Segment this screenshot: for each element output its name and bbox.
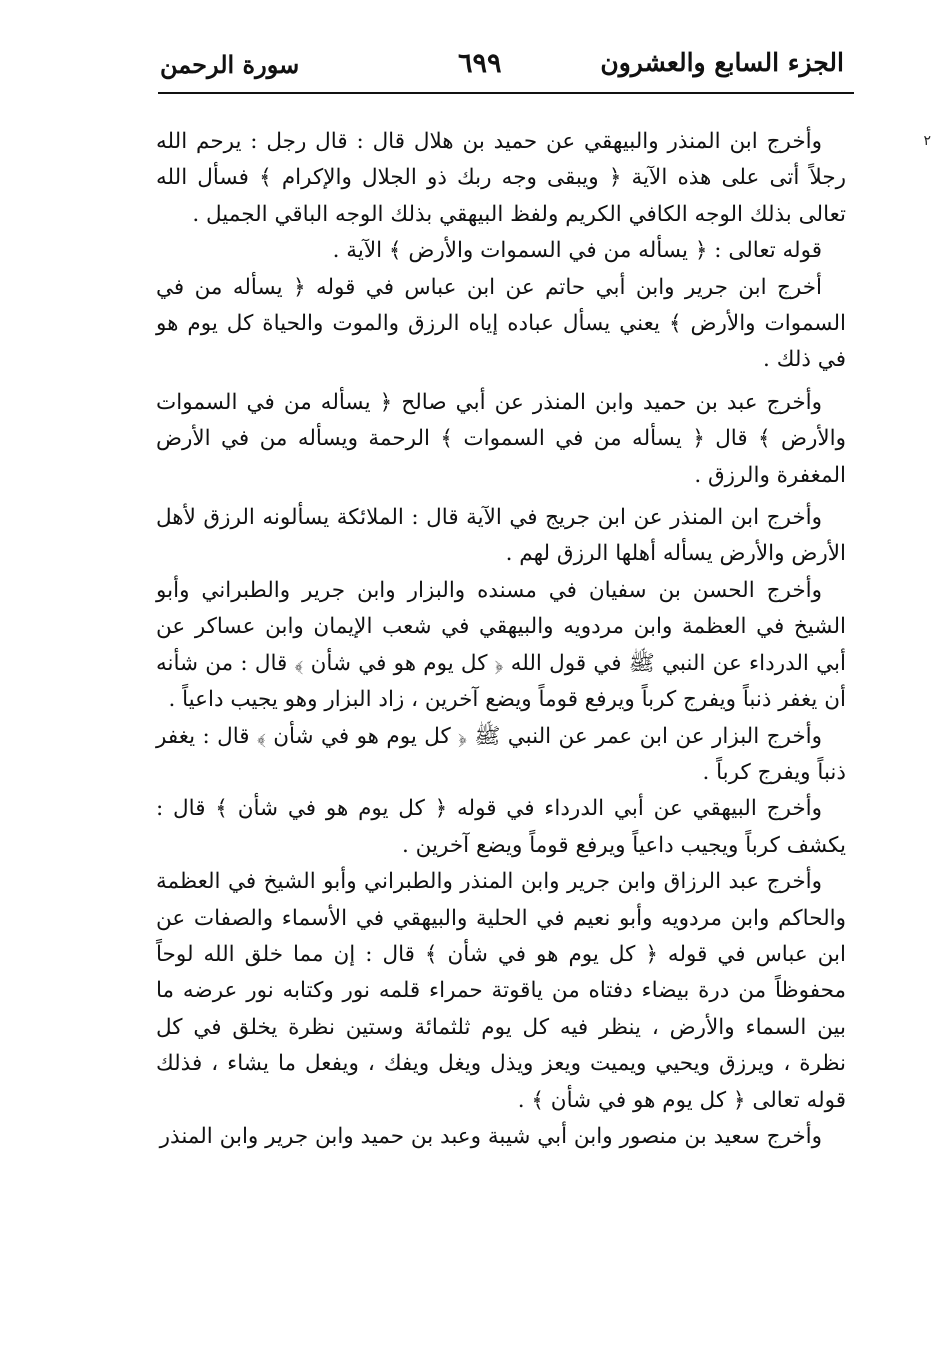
part-title: الجزء السابع والعشرون — [600, 48, 844, 77]
paragraph-6: وأخرج الحسن بن سفيان في مسنده والبزار وابن جرير والطبراني وأبو الشيخ في العظمة وابن مردويه والبيهقي في شعب الإيمان وابن عساكر عن أبي الدرداء عن النبي ﷺ في قول الله ﴿ كل يوم هو في شأن ﴾ قال : من شأنه أن يغفر ذنباً ويفرج كرباً ويرفع قوماً ويضع آخرين ، زاد البزار وهو يجيب داعياً . — [156, 577, 846, 713]
surah-title: سورة الرحمن — [160, 50, 300, 79]
paragraph-4: وأخرج عبد بن حميد وابن المنذر عن أبي صالح ﴿ يسأله من في السموات والأرض ﴾ قال ﴿ يسأله من في السموات ﴾ الرحمة ويسأله من في الأرض المغفرة والرزق . — [156, 389, 846, 488]
paragraph-7: وأخرج البزار عن ابن عمر عن النبي ﷺ ﴿ كل يوم هو في شأن ﴾ قال : يغفر ذنباً ويفرج كرباً . — [156, 723, 846, 785]
paragraph-10: وأخرج سعيد بن منصور وابن أبي شيبة وعبد بن حميد وابن جرير وابن المنذر — [159, 1123, 822, 1149]
paragraph-1: وأخرج ابن المنذر والبيهقي عن حميد بن هلال قال : قال رجل : يرحم الله رجلاً أتى على هذه الآية ﴿ ويبقى وجه ربك ذو الجلال والإكرام ﴾ فسأل الله تعالى بذلك الوجه الكافي الكريم ولفظ البيهقي بذلك الوجه الباقي الجميل . — [156, 129, 846, 227]
page-number: ٦٩٩ — [458, 48, 502, 79]
margin-marker: ٢ — [923, 133, 931, 149]
running-header — [158, 40, 850, 90]
header-rule — [158, 92, 854, 94]
paragraph-9: وأخرج عبد الرزاق وابن جرير وابن المنذر والطبراني وأبو الشيخ في العظمة والحاكم وابن مردويه وأبو نعيم في الحلية والبيهقي في الأسماء والصفات عن ابن عباس في قوله ﴿ كل يوم هو في شأن ﴾ قال : إن مما خلق الله لوحاً محفوظاً من درة بيضاء دفتاه من ياقوتة حمراء قلمه نور وكتابه نور عرضه ما بين السماء والأرض ، ينظر فيه كل يوم ثلثمائة وستين نظرة يخلق في كل نظرة ، ويرزق ويحيي ويميت ويعز ويذل ويغل ويفك ، ويفعل ما يشاء ، فذلك قوله تعالى ﴿ كل يوم هو في شأن ﴾ . — [156, 869, 846, 1113]
main-text — [156, 124, 846, 1155]
paragraph-2: قوله تعالى : ﴿ يسأله من في السموات والأرض ﴾ الآية . — [332, 238, 822, 264]
paragraph-5: وأخرج ابن المنذر عن ابن جريج في الآية قال : الملائكة يسألونه الرزق لأهل الأرض والأرض يسأله أهلها الرزق لهم . — [156, 505, 846, 567]
paragraph-8: وأخرج البيهقي عن أبي الدرداء في قوله ﴿ كل يوم هو في شأن ﴾ قال : يكشف كرباً ويجيب داعياً ويرفع قوماً ويضع آخرين . — [156, 796, 846, 858]
paragraph-3: أخرج ابن جرير وابن أبي حاتم عن ابن عباس في قوله ﴿ يسأله من في السموات والأرض ﴾ يعني يسأل عباده إياه الرزق والموت والحياة كل يوم هو في ذلك . — [156, 274, 846, 373]
